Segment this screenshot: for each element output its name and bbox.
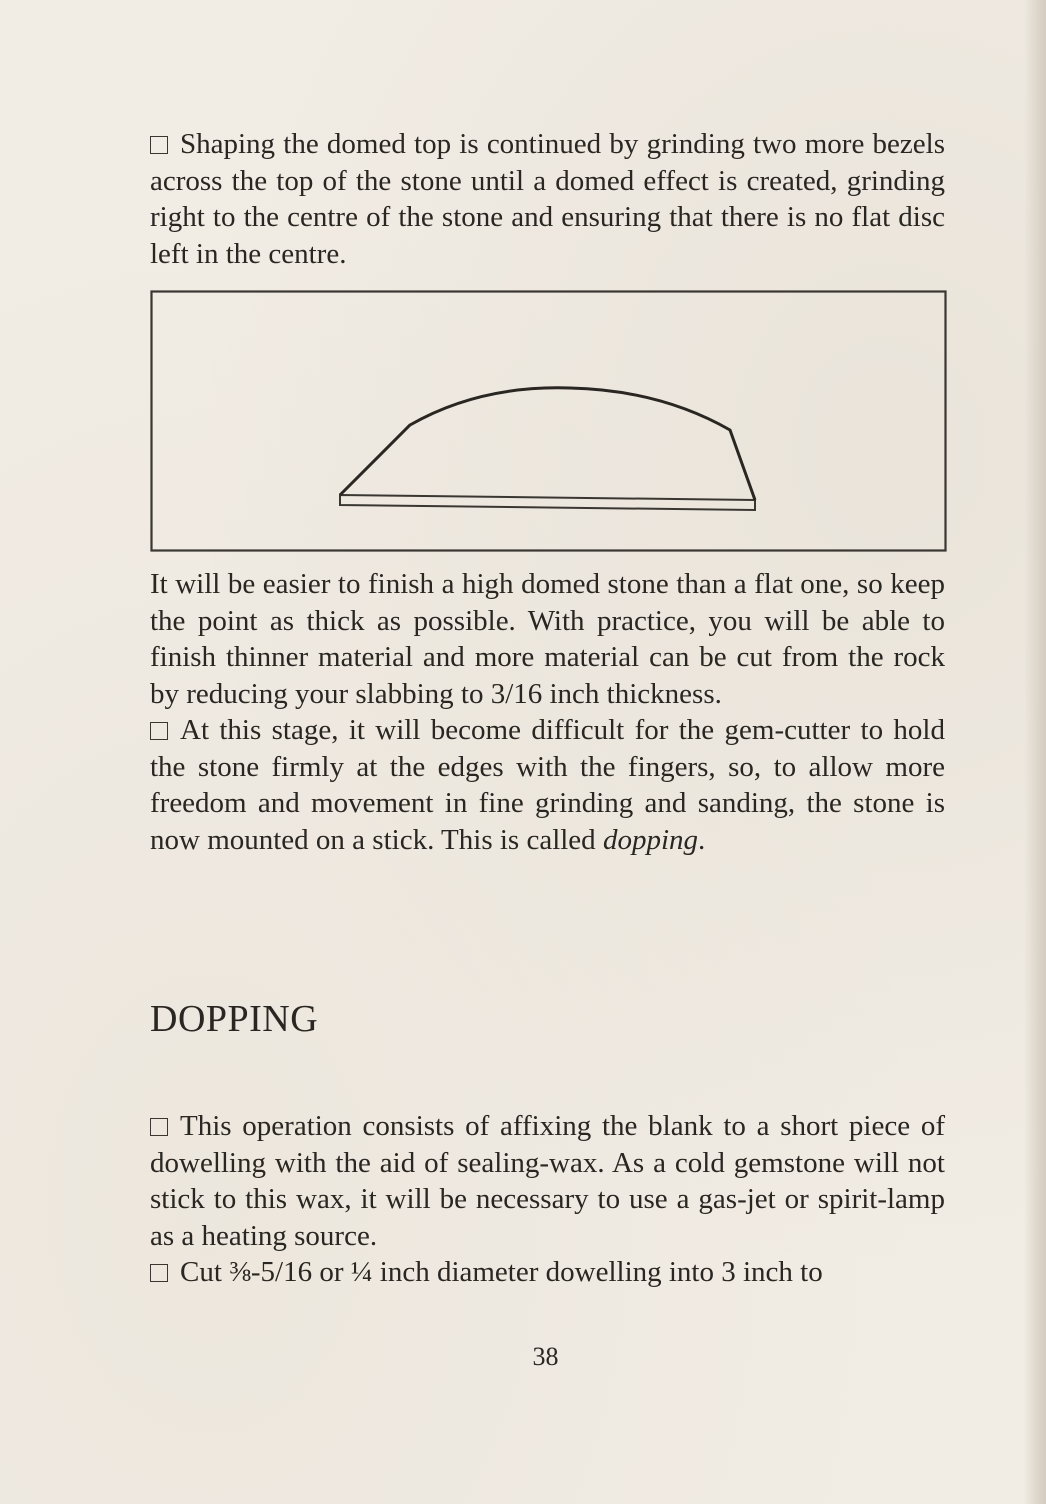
paragraph-mounting-text: At this stage, it will become difficult for the gem-cutter to hold the stone firmly at the edges with the fingers, so, to allow more freedom and movement in fine grinding and sanding, the stone is now mounted on a stick. This is called: [150, 714, 945, 856]
checkbox-icon: [150, 722, 168, 740]
text-section-dopping: [150, 1108, 945, 1291]
paragraph-shaping-text: Shaping the domed top is continued by grinding two more bezels across the top of the stone until a domed effect is created, grinding right to the centre of the stone and ensuring that there is no flat disc left in the centre.: [150, 128, 945, 270]
paragraph-finishing: It will be easier to finish a high domed stone than a flat one, so keep the point as thick as possible. With practice, you will be able to finish thinner material and more material can be cut from the rock by reducing your slabbing to 3/16 inch thickness.: [150, 568, 945, 710]
paragraph-cut-dowelling-text: Cut ⅜-5/16 or ¼ inch diameter dowelling into 3 inch to: [180, 1256, 823, 1288]
text-section-shaping: [150, 126, 945, 272]
paragraph-mounting: [150, 712, 945, 858]
paragraph-mounting-end: .: [698, 823, 706, 856]
paragraph-operation-text: This operation consists of affixing the blank to a short piece of dowelling with the aid of sealing-wax. As a cold gemstone will not stick to this wax, it will be necessary to use a gas-jet or spirit-lamp as a heating source.: [150, 1110, 945, 1252]
checkbox-icon: [150, 1264, 168, 1282]
page-number: 38: [532, 1342, 559, 1371]
stone-dome-outline: [340, 388, 755, 500]
domed-stone-diagram: [150, 290, 947, 552]
stone-base-slab: [340, 495, 755, 510]
text-section-finishing: [150, 566, 945, 858]
checkbox-icon: [150, 136, 168, 154]
section-heading-dopping: DOPPING: [150, 998, 319, 1040]
paragraph-cut-dowelling: [150, 1254, 945, 1291]
term-dopping: dopping: [602, 823, 698, 856]
paragraph-shaping: [150, 126, 945, 272]
paragraph-operation: [150, 1108, 945, 1254]
page-edge-shadow: [1024, 0, 1046, 1504]
checkbox-icon: [150, 1118, 168, 1136]
diagram-frame: [152, 292, 946, 551]
